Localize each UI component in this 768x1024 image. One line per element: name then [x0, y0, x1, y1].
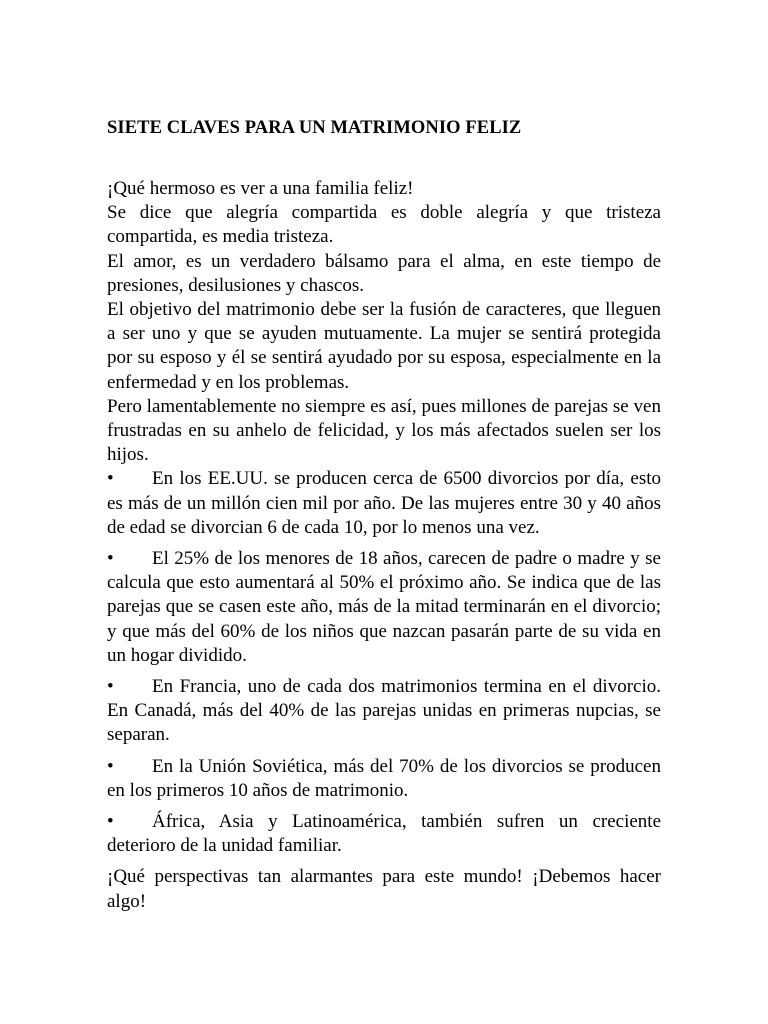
bullet-marker: •	[107, 811, 114, 833]
bullet-text: África, Asia y Latinoamérica, también sufren un creciente deterioro de la unidad familiar.	[107, 811, 661, 857]
bullet-item	[107, 467, 661, 540]
bullet-marker: •	[107, 548, 114, 570]
document-title: SIETE CLAVES PARA UN MATRIMONIO FELIZ	[107, 118, 522, 138]
paragraph: El objetivo del matrimonio debe ser la fusión de caracteres, que lleguen a ser uno y que se ayuden mutuamente. La mujer se sentirá protegida por su esposo y él se sentirá ayudado por su esposa, especialmente en la enfermedad y en los problemas.	[107, 299, 661, 393]
bullet-text: En Francia, uno de cada dos matrimonios termina en el divorcio. En Canadá, más del 40% de las parejas unidas en primeras nupcias, se separan.	[107, 676, 661, 746]
bullet-text: El 25% de los menores de 18 años, carecen de padre o madre y se calcula que esto aumentará al 50% el próximo año. Se indica que de las parejas que se casen este año, más de la mitad terminarán en el divorcio; y que más del 60% de los niños que nazcan pasarán parte de su vida en un hogar dividido.	[107, 548, 661, 666]
bullet-marker: •	[107, 468, 114, 490]
bullet-text: En la Unión Soviética, más del 70% de los divorcios se producen en los primeros 10 años de matrimonio.	[107, 755, 661, 801]
document-page	[107, 116, 661, 914]
bullet-marker: •	[107, 676, 114, 698]
paragraph: Pero lamentablemente no siempre es así, pues millones de parejas se ven frustradas en su anhelo de felicidad, y los más afectados suelen ser los hijos.	[107, 395, 661, 466]
bullet-item	[107, 810, 661, 858]
closing-paragraph: ¡Qué perspectivas tan alarmantes para este mundo! ¡Debemos hacer algo!	[107, 866, 661, 912]
bullet-item	[107, 547, 661, 668]
paragraph: Se dice que alegría compartida es doble alegría y que tristeza compartida, es media tristeza.	[107, 202, 661, 248]
bullet-item	[107, 675, 661, 748]
bullet-item	[107, 755, 661, 803]
bullet-text: En los EE.UU. se producen cerca de 6500 divorcios por día, esto es más de un millón cien mil por año. De las mujeres entre 30 y 40 años de edad se divorcian 6 de cada 10, por lo menos una vez.	[107, 468, 661, 538]
paragraph: ¡Qué hermoso es ver a una familia feliz!	[107, 178, 414, 199]
paragraph: El amor, es un verdadero bálsamo para el alma, en este tiempo de presiones, desilusiones y chascos.	[107, 250, 661, 296]
bullet-marker: •	[107, 755, 114, 777]
